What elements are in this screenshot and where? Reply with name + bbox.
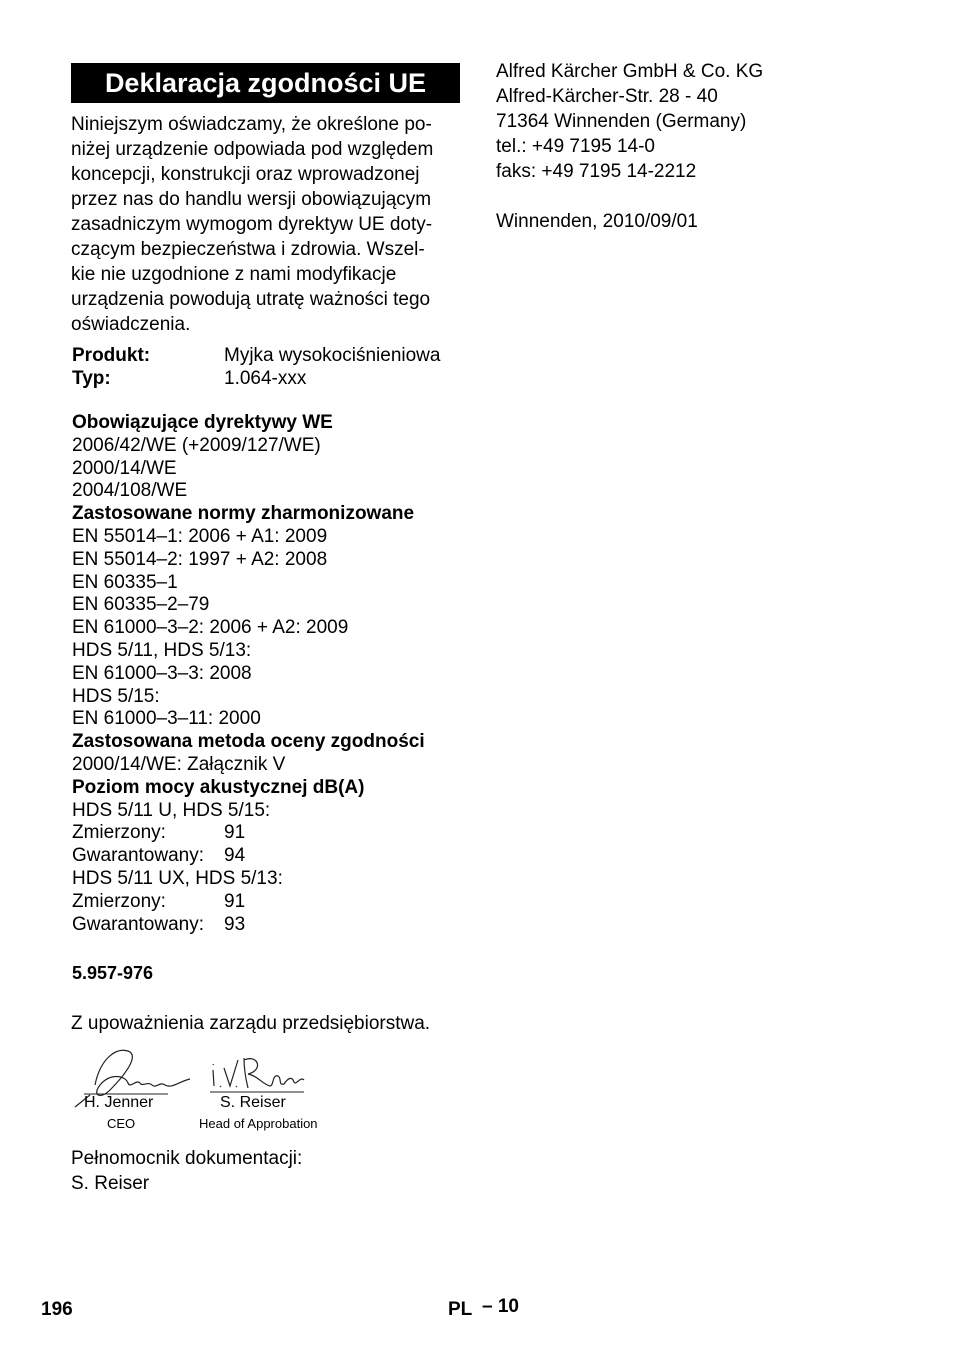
product-row (72, 344, 440, 367)
intro-line: czącym bezpieczeństwa i zdrowia. Wszel- (71, 239, 425, 260)
intro-line: Niniejszym oświadczamy, że określone po- (71, 114, 432, 135)
page-number: 196 (41, 1299, 73, 1320)
guaranteed-label: Gwarantowany: (72, 913, 205, 935)
doc-rep-label: Pełnomocnik dokumentacji: (71, 1148, 303, 1169)
norm-item: EN 55014–2: 1997 + A2: 2008 (72, 548, 328, 570)
signature-reiser (208, 1050, 308, 1095)
section-page-number: – 10 (482, 1296, 519, 1317)
measured-label: Zmierzony: (72, 822, 166, 844)
intro-line: kie nie uzgodnione z nami modyfikacje (71, 264, 397, 285)
measured-value: 91 (224, 822, 246, 844)
sound-group-2: HDS 5/11 UX, HDS 5/13: (72, 867, 283, 889)
product-value: Myjka wysokociśnieniowa (224, 345, 441, 366)
method-item: 2000/14/WE: Załącznik V (72, 753, 286, 775)
norm-item: EN 61000–3–3: 2008 (72, 662, 252, 684)
norm-item: EN 55014–1: 2006 + A1: 2009 (72, 525, 328, 547)
place-date: Winnenden, 2010/09/01 (496, 211, 698, 232)
intro-line: oświadczenia. (71, 314, 191, 335)
language-code: PL (448, 1299, 473, 1320)
norm-item: EN 60335–2–79 (72, 594, 210, 616)
sound-row (72, 891, 472, 914)
directive-item: 2006/42/WE (+2009/127/WE) (72, 434, 321, 456)
measured-label: Zmierzony: (72, 890, 166, 912)
type-row (72, 367, 306, 390)
guaranteed-label: Gwarantowany: (72, 845, 205, 867)
signer-role: CEO (107, 1116, 136, 1131)
norm-item: HDS 5/11, HDS 5/13: (72, 639, 252, 661)
intro-paragraph (71, 112, 463, 337)
page-title: Deklaracja zgodności UE (71, 63, 460, 103)
intro-line: niżej urządzenie odpowiada pod względem (71, 139, 434, 160)
authorization-text: Z upoważnienia zarządu przedsiębiorstwa. (71, 1013, 431, 1034)
signer-name: S. Reiser (220, 1094, 286, 1111)
directives-heading: Obowiązujące dyrektywy WE (72, 412, 333, 433)
type-value: 1.064-xxx (224, 368, 307, 389)
declaration-details (72, 412, 472, 936)
sound-row (72, 822, 472, 845)
signer-role: Head of Approbation (199, 1116, 318, 1131)
guaranteed-value: 93 (224, 913, 246, 935)
address-line: tel.: +49 7195 14-0 (496, 136, 655, 157)
intro-line: urządzenia powodują utratę ważności tego (71, 289, 431, 310)
intro-line: przez nas do handlu wersji obowiązującym (71, 189, 432, 210)
address-line: Alfred Kärcher GmbH & Co. KG (496, 61, 764, 82)
sound-heading: Poziom mocy akustycznej dB(A) (72, 776, 365, 798)
intro-line: koncepcji, konstrukcji oraz wprowadzonej (71, 164, 420, 185)
norm-item: EN 61000–3–11: 2000 (72, 708, 261, 730)
guaranteed-value: 94 (224, 845, 246, 867)
directive-item: 2000/14/WE (72, 457, 177, 479)
sound-row (72, 845, 472, 868)
document-number: 5.957-976 (72, 963, 154, 983)
address-line: 71364 Winnenden (Germany) (496, 111, 747, 132)
company-address (496, 59, 763, 234)
address-line: Alfred-Kärcher-Str. 28 - 40 (496, 86, 718, 107)
doc-rep-name: S. Reiser (71, 1173, 150, 1194)
address-line: faks: +49 7195 14-2212 (496, 161, 697, 182)
intro-line: zasadniczym wymogom dyrektyw UE doty- (71, 214, 433, 235)
norm-item: EN 60335–1 (72, 571, 178, 593)
directive-item: 2004/108/WE (72, 480, 188, 502)
norms-heading: Zastosowane normy zharmonizowane (72, 503, 415, 525)
product-label: Produkt: (72, 345, 151, 366)
method-heading: Zastosowana metoda oceny zgodności (72, 731, 425, 753)
sound-row (72, 914, 472, 937)
norm-item: EN 61000–3–2: 2006 + A2: 2009 (72, 617, 349, 639)
norm-item: HDS 5/15: (72, 685, 160, 707)
signer-name: H. Jenner (84, 1094, 154, 1111)
measured-value: 91 (224, 890, 246, 912)
sound-group-1: HDS 5/11 U, HDS 5/15: (72, 799, 271, 821)
type-label: Typ: (72, 368, 111, 389)
